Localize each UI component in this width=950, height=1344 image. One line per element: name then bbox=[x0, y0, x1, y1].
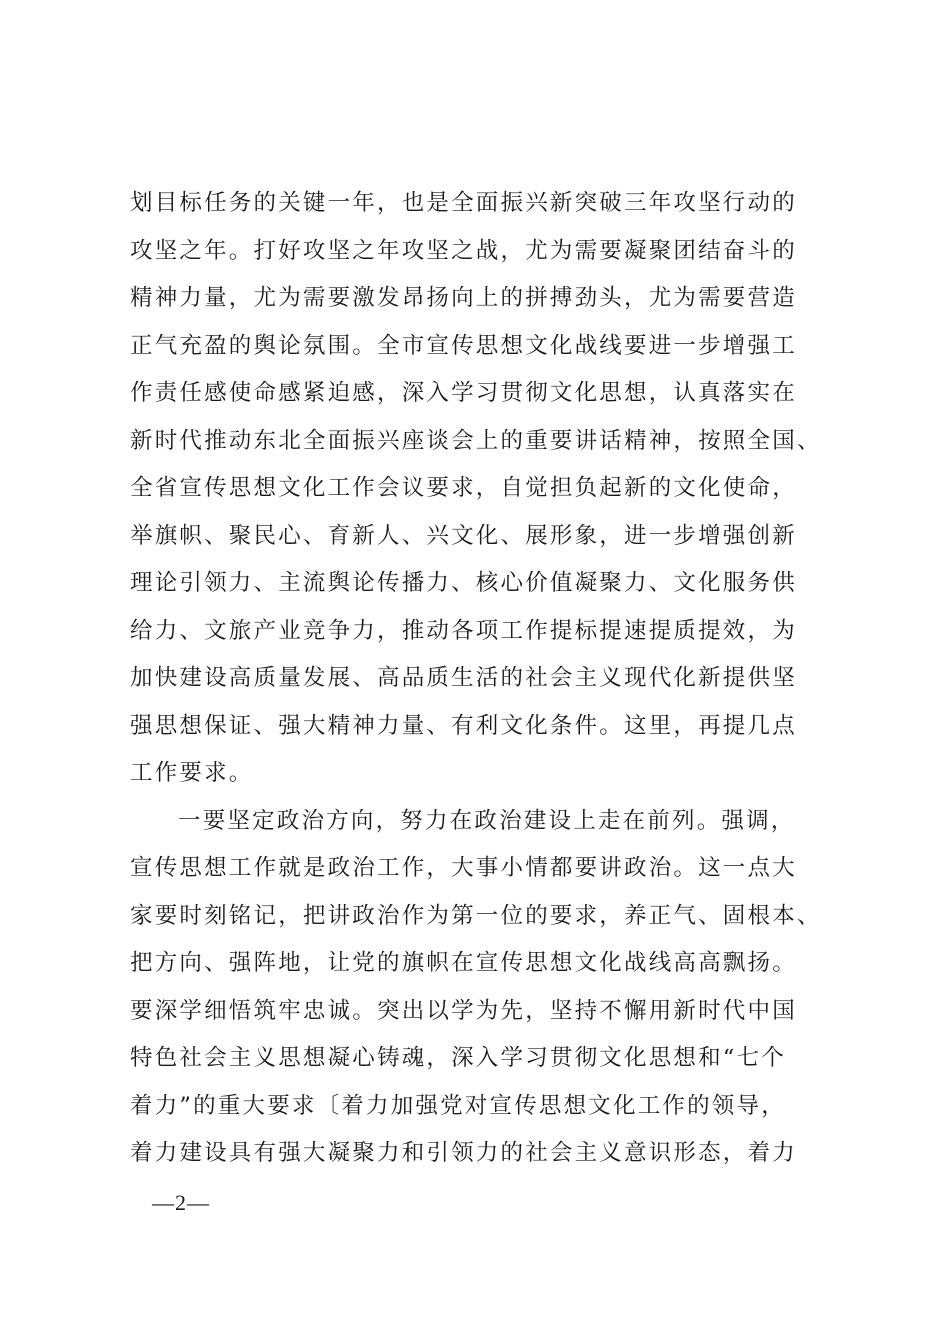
text-line: 着力建设具有强大凝聚力和引领力的社会主义意识形态，着力 bbox=[130, 1140, 797, 1166]
text-line: 工作要求。 bbox=[130, 760, 254, 786]
text-line: 理论引领力、主流舆论传播力、核心价值凝聚力、文化服务供 bbox=[130, 570, 797, 596]
text-line: 强思想保证、强大精神力量、有利文化条件。这里，再提几点 bbox=[130, 712, 797, 739]
text-line: 着力”的重大要求〔着力加强党对宣传思想文化工作的领导， bbox=[130, 1092, 786, 1119]
text-line: 加快建设高质量发展、高品质生活的社会主义现代化新提供坚 bbox=[130, 665, 797, 691]
text-line: 划目标任务的关键一年，也是全面振兴新突破三年攻坚行动的 bbox=[130, 190, 797, 216]
page-number: —2— bbox=[152, 1190, 210, 1215]
paragraph-continuation bbox=[130, 180, 850, 798]
paragraph-political-direction bbox=[130, 798, 850, 1178]
text-line: 举旗帜、聚民心、育新人、兴文化、展形象，进一步增强创新 bbox=[130, 522, 797, 549]
text-line: 把方向、强阵地，让党的旗帜在宣传思想文化战线高高飘扬。 bbox=[130, 950, 797, 976]
text-line: 宣传思想工作就是政治工作，大事小情都要讲政治。这一点大 bbox=[130, 855, 797, 881]
text-line: 精神力量，尤为需要激发昂扬向上的拼搏劲头，尤为需要营造 bbox=[130, 285, 797, 311]
text-line: 新时代推动东北全面振兴座谈会上的重要讲话精神，按照全国、 bbox=[130, 427, 822, 454]
text-line: 特色社会主义思想凝心铸魂，深入学习贯彻文化思想和“七个 bbox=[130, 1045, 786, 1071]
text-line: 正气充盈的舆论氛围。全市宣传思想文化战线要进一步增强工 bbox=[130, 332, 797, 359]
body-text bbox=[130, 180, 850, 1178]
text-line: 作责任感使命感紧迫感，深入学习贯彻文化思想，认真落实在 bbox=[130, 380, 797, 406]
text-line: 攻坚之年。打好攻坚之年攻坚之战，尤为需要凝聚团结奋斗的 bbox=[130, 237, 797, 264]
text-line: 给力、文旅产业竞争力，推动各项工作提标提速提质提效，为 bbox=[130, 617, 797, 644]
text-line: 全省宣传思想文化工作会议要求，自觉担负起新的文化使命， bbox=[130, 475, 797, 501]
text-line: 家要时刻铭记，把讲政治作为第一位的要求，养正气、固根本、 bbox=[130, 902, 822, 929]
text-line: 要深学细悟筑牢忠诚。突出以学为先，坚持不懈用新时代中国 bbox=[130, 997, 797, 1024]
text-line: 一要坚定政治方向，努力在政治建设上走在前列。强调， bbox=[178, 807, 796, 834]
